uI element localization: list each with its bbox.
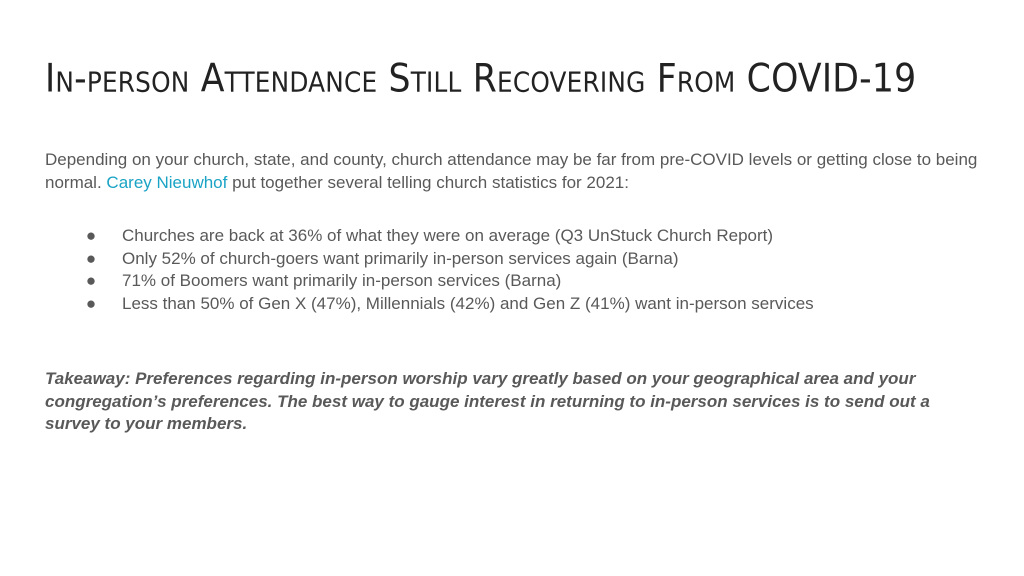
- bullet-icon: ●: [85, 271, 97, 290]
- bullet-icon: ●: [85, 248, 97, 268]
- intro-paragraph: [45, 148, 980, 194]
- list-item: [45, 248, 980, 271]
- list-item-text: Churches are back at 36% of what they were on average (Q3 UnStuck Church Report): [122, 226, 774, 245]
- intro-text-before-link: Depending on your church, state, and county, church attendance may be far from pre-COVID levels or getting close to being normal.: [45, 150, 978, 192]
- bullet-icon: ●: [85, 226, 97, 245]
- list-item: [45, 225, 980, 248]
- list-item: [45, 270, 980, 293]
- statistics-list: [45, 225, 980, 315]
- list-item-text: Only 52% of church-goers want primarily in-person services again (Barna): [122, 248, 679, 268]
- list-item-text: Less than 50% of Gen X (47%), Millennials (42%) and Gen Z (41%) want in-person services: [122, 293, 814, 313]
- slide-title: In-person Attendance Still Recovering From COVID-19: [45, 56, 917, 102]
- list-item-text: 71% of Boomers want primarily in-person services (Barna): [122, 271, 562, 290]
- intro-text-after-link: put together several telling church statistics for 2021:: [227, 173, 629, 192]
- bullet-icon: ●: [85, 293, 97, 313]
- carey-nieuwhof-link[interactable]: Carey Nieuwhof: [106, 173, 228, 192]
- takeaway-paragraph: Takeaway: Preferences regarding in-person worship vary greatly based on your geographical area and your congregation’s preferences. The best way to gauge interest in returning to in-person services is to send out a survey to your members.: [45, 369, 930, 433]
- list-item: [45, 293, 980, 316]
